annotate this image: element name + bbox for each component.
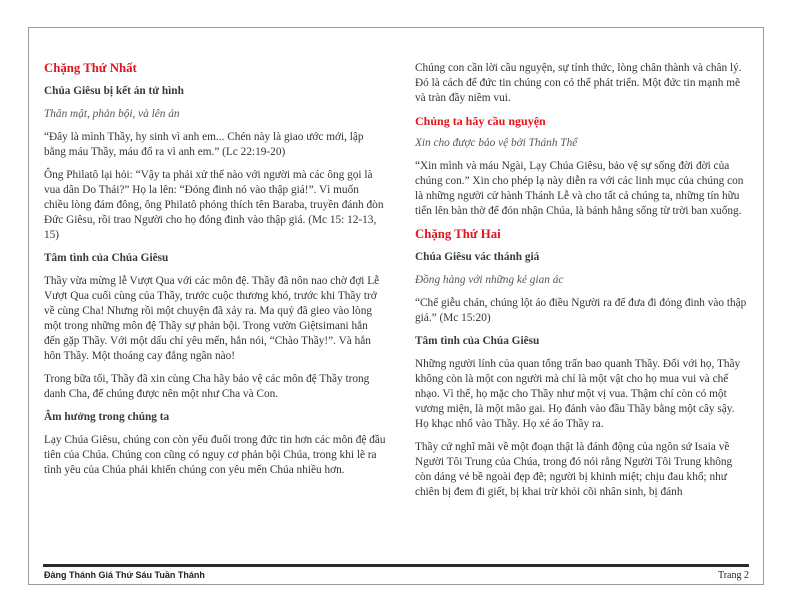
italic-caption: Thân mật, phản bội, và lên án — [44, 108, 180, 120]
document-page — [28, 27, 764, 585]
prayer-paragraph: “Xin mình và máu Ngài, Lạy Chúa Giêsu, bảo vệ sự sống đời đời của chúng con.” Xin cho phép lạ này diễn ra với các linh mục của chúng con là những người cử hành Thánh Lễ và cho tất cả chúng ta, những tín hữu tiến lên bàn thờ để đón nhận Chúa, là bánh hằng sống từ trời ban xuống. — [415, 160, 744, 217]
heading-am-huong: Âm hưởng trong chúng ta — [44, 411, 170, 423]
scripture-quote: “Chế giễu chán, chúng lột áo điều Người ra để đưa đi đóng đinh vào thập giá.” (Mc 15:20) — [415, 297, 747, 324]
heading-prayer: Chúng ta hãy cầu nguyện — [415, 114, 546, 128]
station-subtitle: Chúa Giêsu vác thánh giá — [415, 251, 540, 263]
scripture-quote: “Đây là mình Thầy, hy sinh vì anh em... Chén này là giao ước mới, lập bằng máu Thầy, máu đổ ra vì anh em.” (Lc 22:19-20) — [44, 131, 364, 158]
footer-rule — [43, 564, 749, 567]
paragraph: Thầy vừa mừng lễ Vượt Qua với các môn đệ. Thầy đã nôn nao chờ đợi Lễ Vượt Qua cuối cùng của Thầy, trước cuộc thương khó, trước khi Thầy trở về cùng Cha! Nhưng rồi một chuyện đã xảy ra. Ma quỷ đã gieo vào lòng một trong những môn đệ Thầy sự phản bội. Trong vườn Giệtsimani hắn đến gặp Thầy. Với một dấu chỉ yêu mến, hắn nói, “Chào Thầy!”. Và hắn hôn Thầy. Một thoáng cay đắng ngần nào! — [44, 275, 380, 362]
left-column — [44, 61, 386, 486]
right-column — [415, 61, 751, 508]
paragraph: Chúng con cần lời cầu nguyện, sự tỉnh thức, lòng chân thành và chân lý. Đó là cách để đức tin chúng con có thể phát triển. Một đức tin mạnh mẽ và tràn đầy niềm vui. — [415, 62, 742, 104]
italic-caption: Đồng hàng với những kẻ gian ác — [415, 274, 564, 286]
scripture-paragraph: Ông Philatô lại hỏi: “Vậy ta phải xử thế nào với người mà các ông gọi là vua dân Do Thái?” Họ la lên: “Đóng đinh nó vào thập giá!”. Vì muốn chiều lòng đám đông, ông Philatô phóng thích tên Baraba, truyền đánh đòn Đức Giêsu, rồi trao Người cho họ đóng đinh vào thập giá. (Mc 15: 12-13, 15) — [44, 169, 384, 241]
paragraph: Thầy cứ nghĩ mãi về một đoạn thật là đánh động của ngôn sứ Isaia về Người Tôi Trung của Chúa, trong đó nói rằng Người Tôi Trung không còn dáng vẻ bề ngoài đẹp đẽ; người bị khinh miệt; chịu đau khổ; như chiên bị đem đi giết, bị khai trừ khỏi cõi nhân sinh, bị đánh — [415, 441, 733, 498]
footer-title: Đàng Thánh Giá Thứ Sáu Tuần Thánh — [44, 570, 205, 580]
page-number: Trang 2 — [717, 570, 749, 581]
paragraph: Những người lính của quan tổng trấn bao quanh Thầy. Đối với họ, Thầy không còn là một con người mà chỉ là một vật cho họ mua vui và chế nhạo. Vì thế, họ mặc cho Thầy như một vị vua. Thậm chí còn có một vương miện, là một mão gai. Họ đánh vào đầu Thầy bằng một cây sậy. Họ khạc nhổ vào Thầy. Họ xé áo Thầy ra. — [415, 358, 741, 430]
heading-tam-tinh: Tâm tình của Chúa Giêsu — [415, 335, 540, 347]
section-title-2: Chặng Thứ Hai — [415, 227, 501, 241]
heading-tam-tinh: Tâm tình của Chúa Giêsu — [44, 252, 169, 264]
paragraph: Trong bữa tối, Thầy đã xin cùng Cha hãy bảo vệ các môn đệ Thầy trong danh Cha, để chúng được nên một như Cha và Con. — [44, 373, 370, 400]
station-subtitle: Chúa Giêsu bị kết án tử hình — [44, 85, 184, 97]
paragraph: Lạy Chúa Giêsu, chúng con còn yếu đuối trong đức tin hơn các môn đệ đầu tiên của Chúa. Chúng con cũng có nguy cơ phản bội Chúa, trong khi lẽ ra tình yêu của Chúa phải khiến chúng con yêu mến Chúa nhiều hơn. — [44, 434, 386, 476]
section-title-1: Chặng Thứ Nhất — [44, 61, 137, 75]
italic-caption: Xin cho được bảo vệ bởi Thánh Thể — [415, 137, 578, 149]
